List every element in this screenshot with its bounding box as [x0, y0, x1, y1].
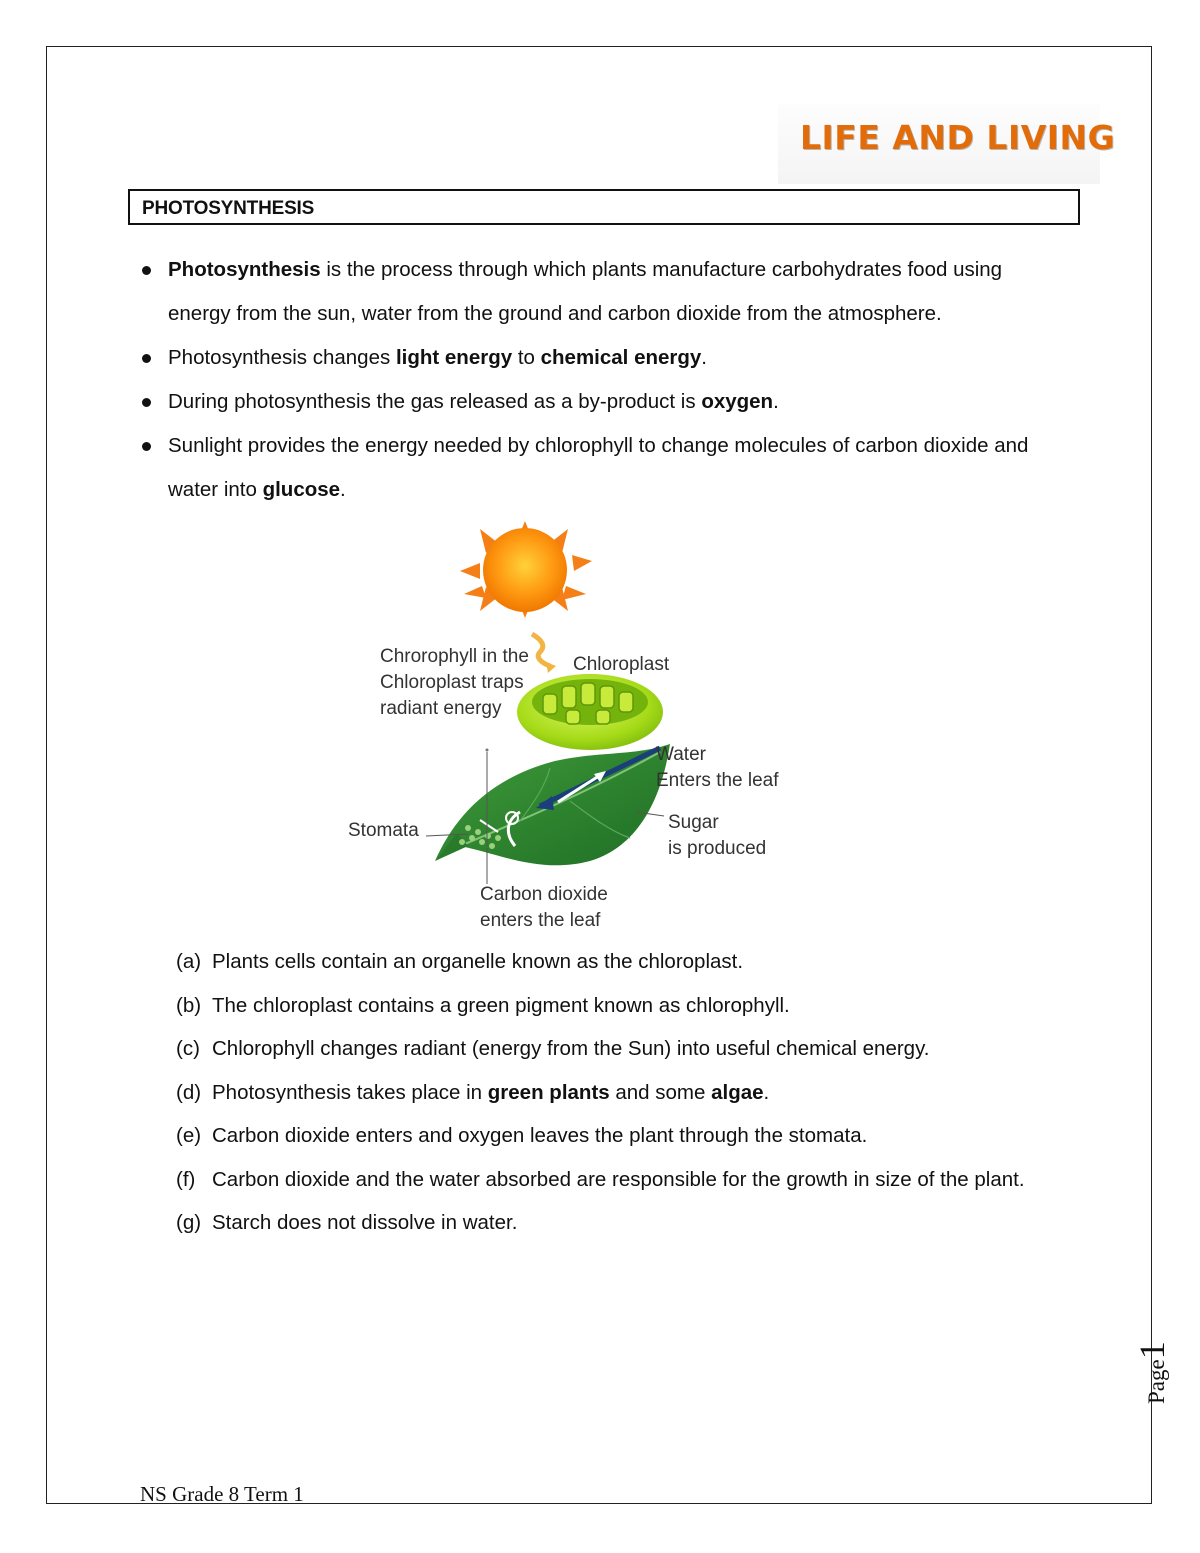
list-marker: (e)	[176, 1124, 202, 1147]
text-run: .	[763, 1080, 770, 1104]
list-item-text	[212, 1211, 517, 1234]
list-marker: (g)	[176, 1211, 202, 1234]
bold-text: algae	[711, 1080, 764, 1104]
list-item-text	[212, 1168, 1025, 1191]
sugar-label	[668, 810, 766, 862]
list-item-text	[212, 1037, 930, 1060]
bold-text: glucose	[262, 478, 341, 501]
chlorophyll-label	[380, 644, 529, 722]
bullet-text	[168, 390, 779, 413]
text-run: Photosynthesis takes place in	[212, 1080, 488, 1104]
bold-text: chemical energy	[540, 346, 702, 369]
water-label-line: Enters the leaf	[656, 770, 779, 791]
bold-text: light energy	[395, 346, 513, 369]
bullet-item	[140, 336, 1070, 380]
list-item-text	[212, 1124, 867, 1147]
carbon-dioxide-label-line: enters the leaf	[480, 910, 601, 931]
section-heading-box	[128, 189, 1080, 225]
bold-text: green plants	[487, 1080, 610, 1104]
chloroplast-icon	[517, 674, 663, 750]
page-word: Page	[1144, 1359, 1169, 1404]
list-marker: (d)	[176, 1080, 202, 1104]
chlorophyll-label-line: Chloroplast traps	[380, 672, 524, 693]
list-item-text	[212, 950, 743, 973]
text-run: Sunlight provides the energy needed by chlorophyll to change molecules of carbon dioxide and water into	[168, 434, 1029, 501]
list-item	[176, 1201, 1076, 1245]
diagram-artwork	[340, 516, 810, 936]
page-number-value: 1	[1132, 1341, 1172, 1360]
bullet-list	[140, 248, 1070, 512]
text-run: Starch does not dissolve in water.	[212, 1211, 518, 1234]
list-item	[176, 1071, 1076, 1115]
text-run: .	[701, 346, 707, 369]
sugar-label-line: is produced	[668, 838, 767, 859]
text-run: Carbon dioxide enters and oxygen leaves the plant through the stomata.	[212, 1124, 868, 1147]
carbon-dioxide-label	[480, 882, 608, 934]
page-title: LIFE AND LIVING	[800, 118, 1116, 157]
list-item-text	[212, 994, 790, 1017]
list-item	[176, 940, 1076, 984]
text-run: .	[773, 390, 779, 413]
list-marker: (f)	[176, 1167, 196, 1191]
bullet-icon	[142, 354, 151, 363]
bullet-text	[168, 434, 1028, 501]
bullet-text	[168, 258, 1002, 325]
list-item	[176, 1114, 1076, 1158]
list-marker: (c)	[176, 1037, 200, 1060]
chloroplast-label: Chloroplast	[573, 654, 670, 675]
list-marker: (b)	[176, 993, 202, 1017]
water-label-line: Water	[656, 744, 706, 765]
bullet-text	[168, 346, 707, 369]
bullet-icon	[142, 398, 151, 407]
text-run: Photosynthesis changes	[168, 346, 396, 369]
text-run: .	[340, 478, 346, 501]
chlorophyll-label-line: radiant energy	[380, 698, 502, 719]
text-run: Chlorophyll changes radiant (energy from the Sun) into useful chemical energy.	[212, 1037, 930, 1060]
carbon-dioxide-label-line: Carbon dioxide	[480, 884, 608, 905]
list-item	[176, 984, 1076, 1028]
list-item	[176, 1027, 1076, 1071]
text-run: The chloroplast contains a green pigment known as chlorophyll.	[212, 993, 790, 1017]
list-item-text	[212, 1081, 769, 1104]
footer-text: NS Grade 8 Term 1	[140, 1482, 304, 1506]
bold-text: oxygen	[701, 390, 774, 413]
bullet-icon	[142, 266, 151, 275]
stomata-label: Stomata	[348, 820, 419, 841]
text-run: is the process through which plants manufacture carbohydrates food using energy from the sun, water from the ground and carbon dioxide from the atmosphere.	[168, 258, 1003, 325]
page-number	[1131, 1341, 1173, 1404]
section-title: PHOTOSYNTHESIS	[142, 198, 315, 219]
bullet-item	[140, 424, 1070, 512]
text-run: During photosynthesis the gas released as a by-product is	[168, 390, 702, 413]
bold-text: Photosynthesis	[168, 258, 321, 281]
list-marker: (a)	[176, 950, 202, 973]
text-run: Plants cells contain an organelle known as the chloroplast.	[212, 950, 744, 973]
list-item	[176, 1158, 1076, 1202]
sugar-label-line: Sugar	[668, 812, 719, 833]
fact-list	[176, 940, 1076, 1245]
photosynthesis-diagram	[340, 516, 810, 936]
text-run: to	[512, 346, 541, 369]
water-label	[656, 742, 779, 794]
bullet-icon	[142, 442, 151, 451]
chlorophyll-label-line: Chrorophyll in the	[380, 646, 529, 667]
sun-icon	[460, 521, 592, 618]
text-run: Carbon dioxide and the water absorbed are responsible for the growth in size of the plant.	[212, 1167, 1025, 1191]
bullet-item	[140, 380, 1070, 424]
bullet-item	[140, 248, 1070, 336]
text-run: and some	[609, 1080, 712, 1104]
